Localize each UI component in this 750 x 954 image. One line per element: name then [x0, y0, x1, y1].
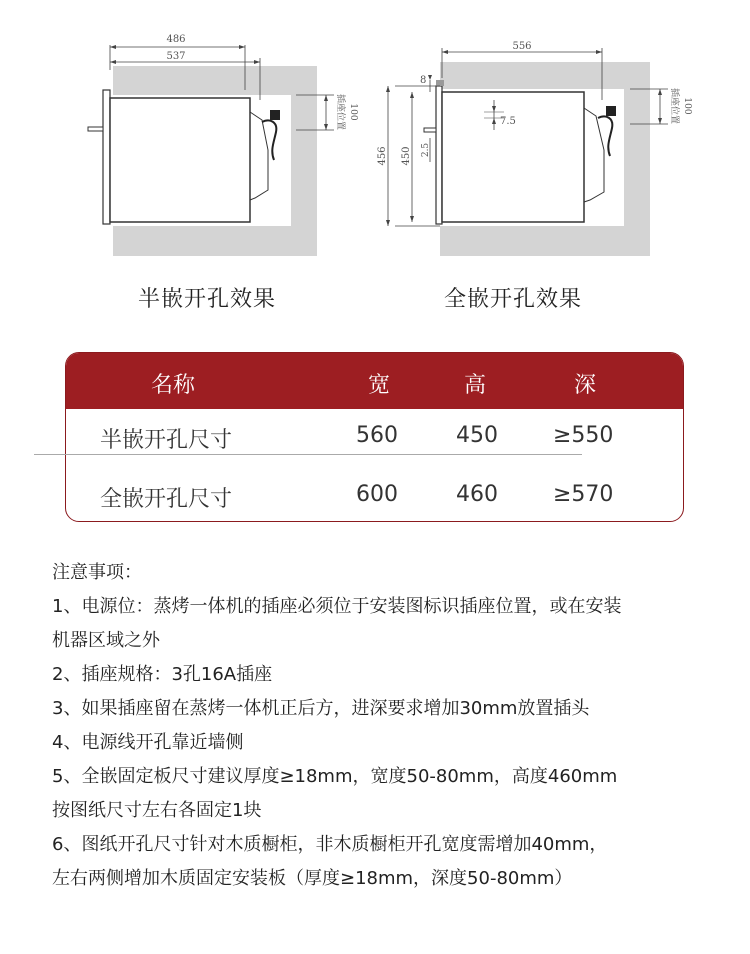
full-socket-value: 100: [682, 97, 692, 115]
half-dim-486: 486: [166, 34, 186, 45]
header-width: 宽: [368, 373, 391, 398]
full-oven-back: [584, 108, 604, 202]
header-depth: 深: [574, 373, 597, 398]
half-socket-label: 插座位置: [335, 93, 345, 131]
row-full-name: 全嵌开孔尺寸: [100, 487, 233, 512]
full-dim-456: 456: [377, 146, 388, 166]
notes-line: 4、电源线开孔靠近墙侧: [52, 732, 244, 753]
half-oven-handle: [88, 127, 103, 131]
full-socket-label: 插座位置: [669, 87, 679, 125]
full-oven-body: [442, 92, 584, 222]
notes-title: 注意事项：: [52, 562, 142, 583]
notes-line: 5、全嵌固定板尺寸建议厚度≥18mm，宽度50-80mm，高度460mm: [52, 766, 618, 787]
half-socket-value: 100: [348, 103, 358, 121]
notes-line: 6、图纸开孔尺寸针对木质橱柜，非木质橱柜开孔宽度需增加40mm，: [52, 834, 608, 855]
row-full-depth: ≥570: [553, 482, 614, 507]
full-plug-cable: [598, 116, 612, 156]
full-dim-450: 450: [401, 146, 412, 166]
row-half-depth: ≥550: [553, 423, 614, 448]
notes-line: 机器区域之外: [52, 630, 160, 651]
notes-line: 按图纸尺寸左右各固定1块: [52, 800, 262, 821]
full-plug: [606, 106, 616, 116]
half-plug-cable: [262, 120, 276, 160]
full-oven-panel: [436, 86, 442, 224]
row-half-name: 半嵌开孔尺寸: [100, 428, 233, 453]
full-dim-8: 8: [420, 75, 427, 86]
half-dim-537: 537: [166, 51, 186, 62]
table-row: [66, 468, 683, 522]
full-dim-2-5: 2.5: [421, 142, 431, 158]
caption-half-embed: 半嵌开孔效果: [138, 287, 277, 312]
spec-table-header: [66, 353, 683, 409]
half-plug: [270, 110, 280, 120]
notes-section: [52, 556, 722, 896]
full-dim-7-5: 7.5: [500, 116, 516, 127]
full-fix-plate: [436, 80, 444, 86]
header-name: 名称: [151, 373, 196, 398]
row-full-width: 600: [356, 482, 398, 507]
full-dim-556: 556: [512, 41, 532, 52]
row-half-height: 450: [456, 423, 498, 448]
table-row: [66, 409, 683, 465]
notes-line: 1、电源位：蒸烤一体机的插座必须位于安装图标识插座位置，或在安装: [52, 596, 622, 617]
row-full-height: 460: [456, 482, 498, 507]
row-half-width: 560: [356, 423, 398, 448]
full-oven-handle: [424, 128, 436, 132]
installation-diagrams: [0, 0, 750, 330]
header-height: 高: [464, 373, 487, 398]
notes-line: 左右两侧增加木质固定安装板（厚度≥18mm，深度50-80mm）: [52, 868, 573, 889]
notes-line: 3、如果插座留在蒸烤一体机正后方，进深要求增加30mm放置插头: [52, 698, 590, 719]
half-oven-back: [250, 112, 268, 200]
half-embed-diagram: [88, 34, 358, 256]
half-oven-body: [110, 98, 250, 222]
caption-full-embed: 全嵌开孔效果: [444, 287, 583, 312]
notes-line: 2、插座规格：3孔16A插座: [52, 664, 273, 685]
half-oven-panel: [103, 90, 110, 224]
table-row-divider: [34, 454, 582, 455]
full-embed-diagram: [377, 41, 692, 256]
spec-table: [65, 352, 684, 522]
